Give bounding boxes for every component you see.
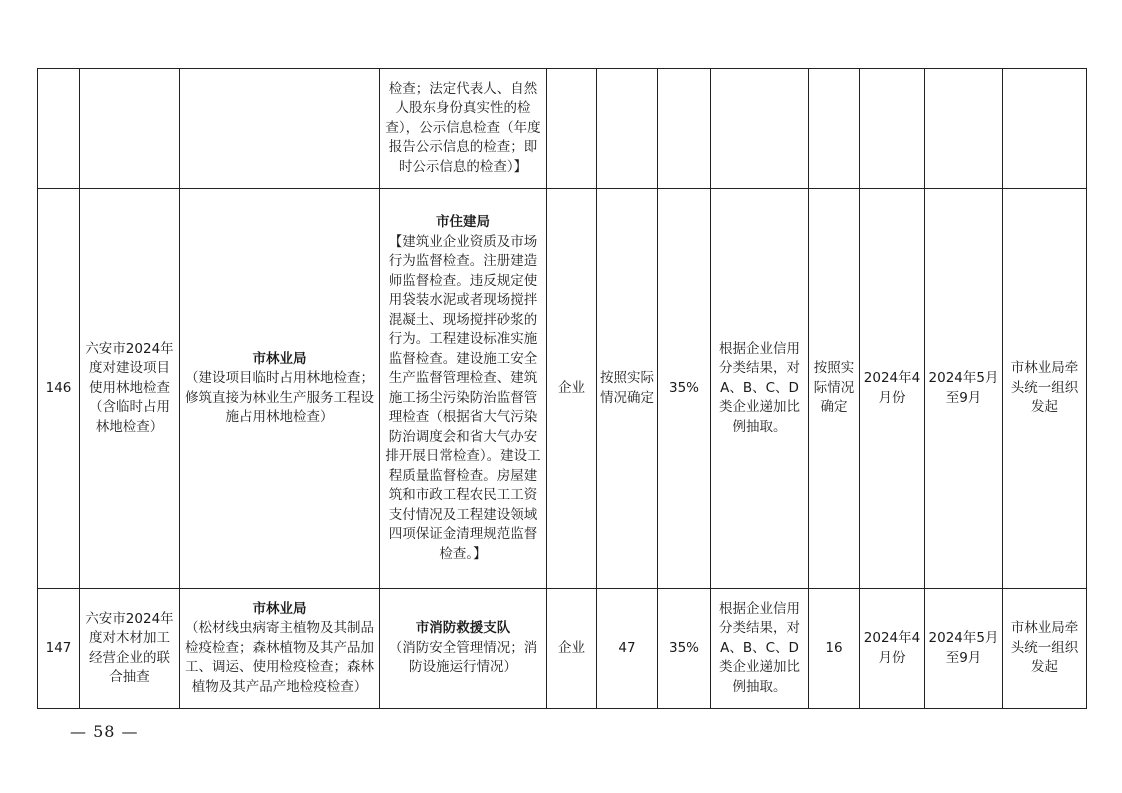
cell-count: 按照实际情况确定	[597, 189, 658, 589]
cell-dept2	[380, 589, 547, 709]
cell-period: 2024年5月至9月	[925, 189, 1003, 589]
cell-sample: 按照实际情况确定	[809, 189, 860, 589]
inspection-plan-table	[37, 68, 1087, 709]
table-row-147	[38, 589, 1087, 709]
dept1-items: （建设项目临时占用林地检查；修筑直接为林业生产服务工程设施占用林地检查）	[185, 370, 374, 425]
cell-sample	[809, 69, 860, 189]
cell-lead: 市林业局牵头统一组织发起	[1003, 189, 1087, 589]
cell-start	[860, 69, 925, 189]
cell-ratio: 35%	[658, 189, 711, 589]
cell-lead: 市林业局牵头统一组织发起	[1003, 589, 1087, 709]
cell-task: 六安市2024年度对建设项目使用林地检查（含临时占用林地检查）	[80, 189, 180, 589]
dept2-items: （消防安全管理情况；消防设施运行情况）	[388, 639, 538, 676]
cell-dept1	[180, 69, 380, 189]
cell-start: 2024年4月份	[860, 189, 925, 589]
cell-task	[80, 69, 180, 189]
cell-task: 六安市2024年度对木材加工经营企业的联合抽查	[80, 589, 180, 709]
dept2-name: 市住建局	[436, 214, 490, 230]
cell-count: 47	[597, 589, 658, 709]
cell-count	[597, 69, 658, 189]
cell-method: 根据企业信用分类结果，对A、B、C、D类企业递加比例抽取。	[711, 189, 809, 589]
dept1-name: 市林业局	[252, 600, 307, 617]
dept1-name: 市林业局	[252, 350, 307, 367]
cell-ratio	[658, 69, 711, 189]
cell-no: 147	[38, 589, 80, 709]
table-row-continuation	[38, 69, 1087, 189]
dept1-items: （松材线虫病寄主植物及其制品检疫检查；森林植物及其产品加工、调运、使用检疫检查；森林植物及其产品产地检疫检查）	[185, 620, 374, 695]
cell-lead	[1003, 69, 1087, 189]
cell-ratio: 35%	[658, 589, 711, 709]
cell-sample: 16	[809, 589, 860, 709]
cell-method: 根据企业信用分类结果，对A、B、C、D类企业递加比例抽取。	[711, 589, 809, 709]
cell-dept2	[380, 189, 547, 589]
cell-object	[547, 69, 597, 189]
cell-object: 企业	[547, 589, 597, 709]
cell-no	[38, 69, 80, 189]
dept2-name: 市消防救援支队	[415, 620, 511, 637]
cell-period: 2024年5月至9月	[925, 589, 1003, 709]
page-number: — 58 —	[70, 722, 139, 741]
cell-no: 146	[38, 189, 80, 589]
cell-method	[711, 69, 809, 189]
dept2-items-text: 检查；法定代表人、自然人股东身份真实性的检查），公示信息检查（年度报告公示信息的检查；即时公示信息的检查）】	[385, 80, 541, 175]
cell-start: 2024年4月份	[860, 589, 925, 709]
table-row-146	[38, 189, 1087, 589]
cell-period	[925, 69, 1003, 189]
cell-dept1	[180, 589, 380, 709]
cell-dept2	[380, 69, 547, 189]
cell-dept1	[180, 189, 380, 589]
cell-object: 企业	[547, 189, 597, 589]
dept2-items: 【建筑业企业资质及市场行为监督检查。注册建造师监督检查。违反规定使用袋装水泥或者现场搅拌混凝土、现场搅拌砂浆的行为。工程建设标准实施监督检查。建设施工安全生产监督管理检查、建筑施工扬尘污染防治监督管理检查（根据省大气污染防治调度会和省大气办安排开展日常检查）。建设工程质量监督检查。房屋建筑和市政工程农民工工资支付情况及工程建设领域四项保证金清理规范监督检查。】	[385, 233, 541, 562]
